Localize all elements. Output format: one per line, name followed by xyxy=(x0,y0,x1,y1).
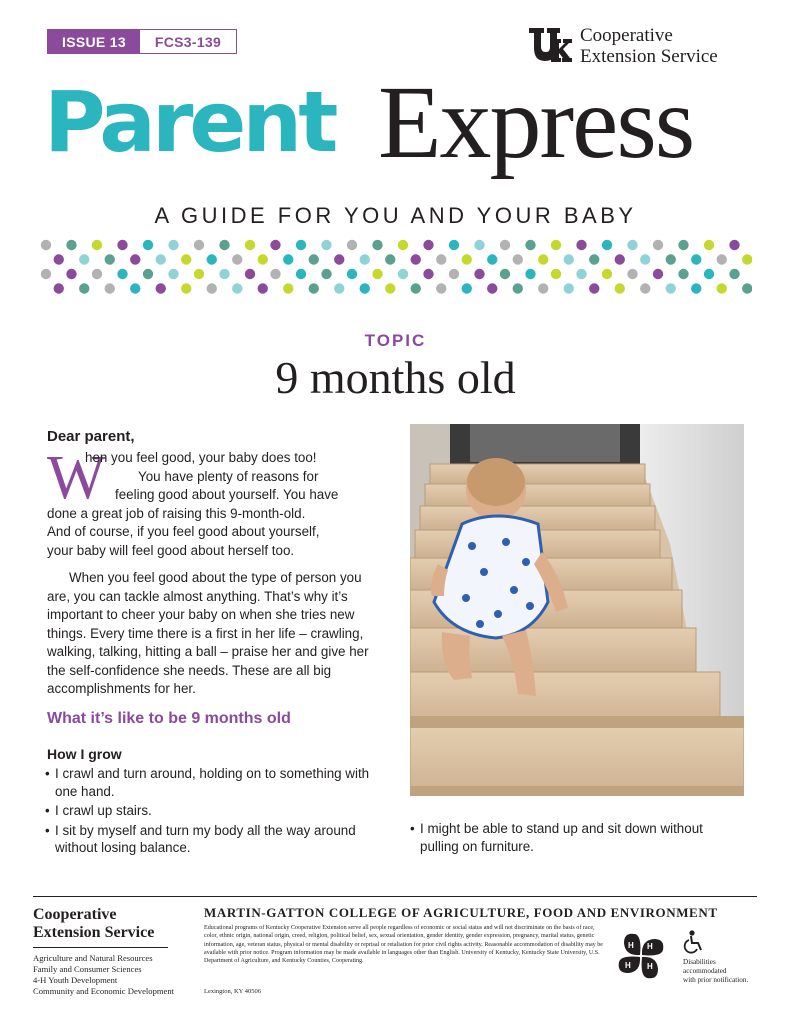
subheading-how-i-grow: How I grow xyxy=(47,746,122,762)
decorative-dot xyxy=(232,283,242,293)
decorative-dot xyxy=(538,283,548,293)
decorative-dot xyxy=(678,240,688,250)
decorative-dot xyxy=(411,254,421,264)
decorative-dot xyxy=(640,283,650,293)
decorative-dot xyxy=(564,283,574,293)
intro-paragraph: hen you feel good, your baby does too! You have plenty of reasons for feeling good about yourself. You have done a great job of raising this 9-month-old. And of course, if you feel good about yourself, your baby will feel good about herself too. xyxy=(47,450,339,558)
decorative-dot xyxy=(538,254,548,264)
extension-logo-text: Cooperative Extension Service xyxy=(580,25,718,67)
growth-list-continued xyxy=(410,820,740,857)
footer-logo-rule xyxy=(33,947,168,948)
decorative-dot xyxy=(372,240,382,250)
drop-cap: W xyxy=(47,444,106,512)
decorative-dot xyxy=(742,283,752,293)
decorative-dot xyxy=(717,254,727,264)
decorative-dot xyxy=(334,254,344,264)
decorative-dot xyxy=(666,254,676,264)
masthead-express: Express xyxy=(378,65,694,180)
nondiscrimination-statement: Educational programs of Kentucky Cooperative Extension serve all people regardless of economic or social status and will not discriminate on the basis of race, color, ethnic origin, national origin, creed, religion, political belief, sex, sexual orientation, gender identity, gender expression, pregnancy, marital status, genetic information, age, veteran status, physical or mental disability or reprisal or retaliation for prior civil rights activity. Reasonable accommodation of disability may be available with prior notice. Program information may be made available in languages other than English. University of Kentucky, Kentucky State University, U.S. Department of Agriculture, and Kentucky Counties, Cooperating. xyxy=(204,925,603,965)
decorative-dot xyxy=(245,269,255,279)
decorative-dot xyxy=(385,283,395,293)
decorative-dot xyxy=(525,240,535,250)
decorative-dot xyxy=(423,240,433,250)
decorative-dot xyxy=(462,254,472,264)
decorative-dot xyxy=(321,240,331,250)
college-name: MARTIN-GATTON COLLEGE OF AGRICULTURE, FOOD AND ENVIRONMENT xyxy=(204,905,718,920)
footer-divider xyxy=(33,896,757,897)
decorative-dot xyxy=(398,269,408,279)
baby-on-stairs-photo xyxy=(410,424,744,796)
publication-code: FCS3-139 xyxy=(154,33,222,50)
decorative-dot xyxy=(309,254,319,264)
decorative-dot xyxy=(436,254,446,264)
decorative-dot xyxy=(615,254,625,264)
decorative-dot xyxy=(729,269,739,279)
decorative-dot xyxy=(513,254,523,264)
footer-extension-logo: Cooperative Extension Service xyxy=(33,906,155,941)
decorative-dot xyxy=(411,283,421,293)
decorative-dot xyxy=(551,269,561,279)
decorative-dot xyxy=(194,240,204,250)
decorative-dot xyxy=(513,283,523,293)
decorative-dot xyxy=(627,269,637,279)
decorative-dot xyxy=(296,240,306,250)
svg-text:H: H xyxy=(647,942,653,951)
section-heading: What it’s like to be 9 months old xyxy=(47,710,291,727)
decorative-dot xyxy=(92,269,102,279)
decorative-dot xyxy=(219,240,229,250)
decorative-dot xyxy=(627,240,637,250)
decorative-dot xyxy=(576,269,586,279)
decorative-dot xyxy=(360,283,370,293)
decorative-dot xyxy=(729,240,739,250)
decorative-dot xyxy=(462,283,472,293)
decorative-dot xyxy=(143,240,153,250)
svg-text:H: H xyxy=(625,961,631,970)
decorative-dot xyxy=(117,269,127,279)
uk-logo-icon xyxy=(527,25,573,65)
decorative-dot xyxy=(576,240,586,250)
decorative-dot xyxy=(66,269,76,279)
decorative-dot xyxy=(41,269,51,279)
decorative-dot xyxy=(143,269,153,279)
decorative-dot xyxy=(207,283,217,293)
decorative-dot xyxy=(602,240,612,250)
list-item: • I sit by myself and turn my body all the way around without losing balance. xyxy=(45,822,375,857)
four-h-clover-icon xyxy=(611,928,669,984)
decorative-dot xyxy=(436,283,446,293)
decorative-dot xyxy=(130,254,140,264)
accessibility-icon xyxy=(683,930,705,954)
decorative-dot xyxy=(232,254,242,264)
decorative-dot xyxy=(487,283,497,293)
decorative-dot xyxy=(270,240,280,250)
accessibility-note: Disabilities accommodated with prior notification. xyxy=(683,958,749,984)
decorative-dot xyxy=(181,254,191,264)
decorative-dot xyxy=(487,254,497,264)
decorative-dot xyxy=(742,254,752,264)
decorative-dot xyxy=(666,283,676,293)
decorative-dot xyxy=(360,254,370,264)
decorative-dot xyxy=(117,240,127,250)
decorative-dot xyxy=(66,240,76,250)
decorative-dot xyxy=(334,283,344,293)
list-item: • I might be able to stand up and sit down without pulling on furniture. xyxy=(410,820,740,855)
decorative-dot xyxy=(309,283,319,293)
list-item: • I crawl and turn around, holding on to something with one hand. xyxy=(45,765,375,800)
decorative-dot xyxy=(194,269,204,279)
decorative-dot xyxy=(270,269,280,279)
decorative-dot xyxy=(602,269,612,279)
decorative-dot xyxy=(525,269,535,279)
decorative-dot xyxy=(653,269,663,279)
decorative-dot xyxy=(105,283,115,293)
decorative-dot xyxy=(564,254,574,264)
issue-number: ISSUE 13 xyxy=(48,30,140,53)
greeting: Dear parent, xyxy=(47,428,135,445)
decorative-dot xyxy=(258,254,268,264)
masthead-subtitle: A GUIDE FOR YOU AND YOUR BABY xyxy=(154,203,637,228)
footer-location: Lexington, KY 40506 xyxy=(204,988,261,995)
decorative-dot xyxy=(500,240,510,250)
decorative-dot xyxy=(449,269,459,279)
decorative-dot xyxy=(130,283,140,293)
decorative-dot xyxy=(589,254,599,264)
decorative-dot xyxy=(347,240,357,250)
decorative-dot xyxy=(653,240,663,250)
list-item: • I crawl up stairs. xyxy=(45,802,375,820)
decorative-dot xyxy=(79,283,89,293)
decorative-dot xyxy=(79,254,89,264)
decorative-dot xyxy=(168,240,178,250)
decorative-dot xyxy=(691,254,701,264)
footer-program-units: Agriculture and Natural Resources Family and Consumer Sciences 4-H Youth Development Community and Economic Development xyxy=(33,953,175,996)
decorative-dot xyxy=(219,269,229,279)
decorative-dot xyxy=(423,269,433,279)
svg-text:H: H xyxy=(647,962,653,971)
decorative-dot xyxy=(640,254,650,264)
decorative-dot xyxy=(258,283,268,293)
decorative-dot xyxy=(321,269,331,279)
issue-badge xyxy=(47,29,237,54)
topic-label: TOPIC xyxy=(364,331,427,350)
decorative-dot xyxy=(245,240,255,250)
decorative-dot xyxy=(54,254,64,264)
decorative-dot xyxy=(704,269,714,279)
svg-text:H: H xyxy=(628,941,634,950)
decorative-dot xyxy=(385,254,395,264)
decorative-dot xyxy=(474,240,484,250)
decorative-dot xyxy=(691,283,701,293)
decorative-dot xyxy=(474,269,484,279)
decorative-dot xyxy=(678,269,688,279)
decorative-dot xyxy=(156,283,166,293)
decorative-dot xyxy=(181,283,191,293)
decorative-dot xyxy=(551,240,561,250)
decorative-dot xyxy=(615,283,625,293)
topic-title: 9 months old xyxy=(275,352,516,403)
decorative-dot xyxy=(283,254,293,264)
decorative-dot xyxy=(372,269,382,279)
growth-list xyxy=(45,765,375,859)
decorative-dot xyxy=(105,254,115,264)
decorative-dot xyxy=(207,254,217,264)
decorative-dot xyxy=(717,283,727,293)
decorative-dot xyxy=(589,283,599,293)
decorative-dot xyxy=(92,240,102,250)
decorative-dot-pattern xyxy=(40,238,752,298)
decorative-dot xyxy=(283,283,293,293)
decorative-dot xyxy=(704,240,714,250)
decorative-dot xyxy=(156,254,166,264)
decorative-dot xyxy=(449,240,459,250)
decorative-dot xyxy=(500,269,510,279)
decorative-dot xyxy=(168,269,178,279)
decorative-dot xyxy=(398,240,408,250)
decorative-dot xyxy=(347,269,357,279)
decorative-dot xyxy=(296,269,306,279)
decorative-dot xyxy=(41,240,51,250)
second-paragraph: When you feel good about the type of person you are, you can tackle almost anything. That’s why it’s important to cheer your baby on when she tries new things. Every time there is a first in her life – crawling, walking, talking, hitting a ball – praise her and give her the self-confidence she needs. These are all big accomplishments for her. xyxy=(47,570,369,696)
masthead-parent: Parent xyxy=(44,73,335,171)
decorative-dot xyxy=(54,283,64,293)
